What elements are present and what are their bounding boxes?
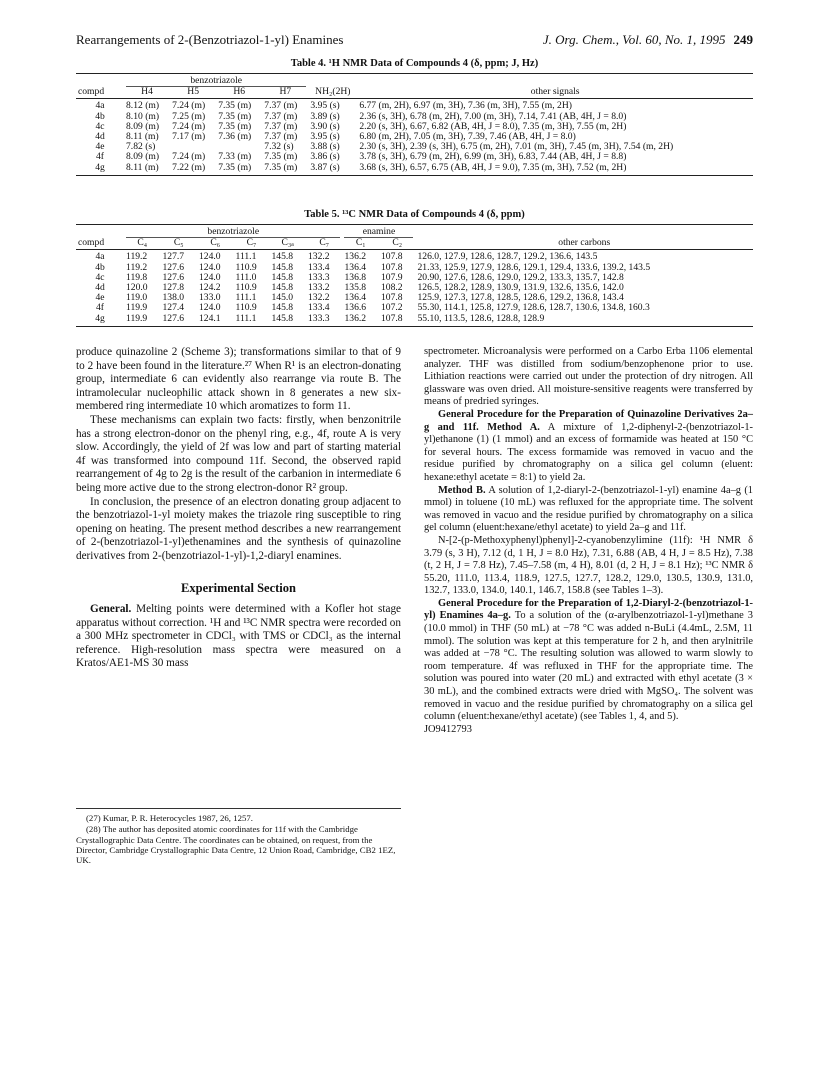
table-cell: 119.9: [124, 314, 161, 327]
table-cell: 124.0: [199, 302, 221, 314]
table-cell: 7.35 (m): [216, 163, 262, 176]
table-cell: 119.0: [126, 292, 148, 304]
compound-id: 4c: [95, 120, 105, 132]
table-cell: 111.1: [235, 292, 257, 304]
compound-id: 4c: [95, 271, 105, 283]
table-cell: 8.11 (m): [126, 131, 159, 143]
table-cell: 8.09 (m): [126, 120, 160, 132]
table-cell: 108.2: [380, 282, 403, 294]
table-cell: 2.20 (s, 3H), 6.67, 6.82 (AB, 4H, J = 8.0), 7.35 (m, 3H), 7.55 (m, 2H): [359, 120, 627, 132]
table-cell: 119.2: [126, 251, 148, 263]
column-header: H5: [170, 87, 216, 99]
table-cell: 138.0: [162, 292, 185, 304]
table-cell: 145.0: [271, 292, 294, 304]
table-cell: 7.82 (s): [126, 141, 156, 153]
table-cell: 20.90, 127.6, 128.6, 129.0, 129.2, 133.3, 135.7, 142.8: [417, 271, 624, 283]
table-cell: 107.2: [380, 302, 403, 314]
table-cell: 145.8: [271, 261, 294, 273]
table4-caption: Table 4. ¹H NMR Data of Compounds 4 (δ, ppm; J, Hz): [290, 58, 539, 69]
table-cell: 7.37 (m): [264, 131, 298, 143]
table-cell: 133.3: [307, 271, 330, 283]
compound-id: 4g: [76, 314, 124, 327]
table-cell: 6.80 (m, 2H), 7.05 (m, 3H), 7.39, 7.46 (AB, 4H, J = 8.0): [359, 131, 576, 143]
table-cell: 3.90 (s): [310, 120, 340, 132]
column-header: C₄: [124, 238, 161, 250]
footnote-27: (27) Kumar, P. R. Heterocycles 1987, 26, 1257.: [86, 813, 254, 823]
table-cell: 7.17 (m): [172, 131, 206, 143]
table-cell: 107.8: [380, 261, 403, 273]
running-title: Rearrangements of 2-(Benzotriazol-1-yl) Enamines: [76, 32, 344, 47]
footnote-28: (28) The author has deposited atomic coordinates for 11f with the Cambridge Crystallographic Data Centre. The coordinates can be obtained, on request, from the Director, Cambridge Crystallographic Data Centre, 12 Union Road, Cambridge, CB2 1EZ, UK.: [76, 824, 396, 866]
column-header: C₁: [342, 238, 379, 250]
table-cell: 145.8: [271, 282, 294, 294]
column-header: compd: [76, 87, 124, 99]
column-header: C₇: [234, 238, 270, 250]
table-cell: 136.8: [344, 271, 367, 283]
table-cell: 111.1: [234, 314, 270, 327]
column-header: H6: [216, 87, 262, 99]
table-cell: 132.2: [307, 292, 330, 304]
compound-id: 4a: [95, 100, 105, 112]
table-cell: 7.35 (m): [218, 120, 252, 132]
table-cell: 7.22 (m): [170, 163, 216, 176]
table5-group-benzotriazole: benzotriazole: [126, 227, 340, 238]
table-cell: 133.4: [307, 302, 330, 314]
table-cell: 8.10 (m): [126, 110, 160, 122]
table-cell: 7.25 (m): [172, 110, 206, 122]
table-cell: 145.8: [271, 271, 294, 283]
table4-group-benzotriazole: benzotriazole: [126, 76, 306, 87]
table-row: [76, 99, 753, 112]
table-cell: 119.9: [126, 302, 148, 314]
table-cell: 110.9: [235, 261, 257, 273]
column-header: C₅: [161, 238, 198, 250]
paragraph: These mechanisms can explain two facts: firstly, when benzonitrile has a strong electron-donor on the phenyl ring, e.g., 4f, route A is very slow. Accordingly, the yield of 2f was low and part of starting material 4f was transformed into compound 11f. Second, the observed rapid rearrangement of 4g to 2g is the result of the carbanion in intermediate 6 being more active due to the strong electron-donor R² group.: [76, 413, 401, 494]
column-header: other signals: [357, 87, 753, 99]
table-cell: 127.6: [161, 314, 198, 327]
table-cell: 3.88 (s): [310, 141, 340, 153]
section-title: Experimental Section: [181, 580, 296, 595]
table-cell: 3.68 (s, 3H), 6.57, 6.75 (AB, 4H, J = 9.0), 7.35 (m, 3H), 7.52 (m, 2H): [357, 163, 753, 176]
table-cell: 111.0: [235, 271, 257, 283]
paragraph: General. Melting points were determined with a Kofler hot stage apparatus without correction. ¹H and ¹³C NMR spectra were recorded on a 300 MHz spectrometer in CDCl₃ with TMS or CDCl₃ as the internal reference. High-resolution mass spectra were measured on a Kratos/AE1-MS 30 mass: [76, 603, 401, 670]
table-cell: 7.37 (m): [264, 100, 298, 112]
paragraph: In conclusion, the presence of an electron donating group adjacent to the benzotriazol-1-yl moiety makes the triazole ring susceptible to ring opening on heating. The present method describes a new rearrangement of 2-(benzotriazol-1-yl)ethenamines and the synthesis of quinazoline derivatives from 2-(benzotriazol-1-yl)-1,2-diaryl enamines.: [76, 495, 401, 562]
column-header: C₇: [306, 238, 343, 250]
table-cell: 55.30, 114.1, 125.8, 127.9, 128.6, 128.7, 130.6, 134.8, 160.3: [417, 302, 650, 314]
table-row: [76, 163, 753, 176]
table-cell: 119.2: [126, 261, 148, 273]
column-header: H4: [124, 87, 170, 99]
compound-id: 4f: [96, 302, 104, 314]
manuscript-code: JO9412793: [424, 723, 472, 735]
table-cell: 110.9: [235, 282, 257, 294]
table-cell: 133.2: [307, 282, 330, 294]
table-cell: 124.0: [199, 251, 221, 263]
table-cell: 124.0: [199, 261, 221, 273]
table-cell: 133.3: [306, 314, 343, 327]
table-cell: 3.78 (s, 3H), 6.79 (m, 2H), 6.99 (m, 3H), 6.83, 7.44 (AB, 4H, J = 8.8): [359, 151, 627, 163]
table-cell: 127.7: [162, 251, 185, 263]
table-cell: 21.33, 125.9, 127.9, 128.6, 129.1, 129.4, 133.6, 139.2, 143.5: [417, 261, 651, 273]
table-cell: 7.24 (m): [172, 100, 206, 112]
table-cell: 7.36 (m): [218, 131, 252, 143]
column-header: other carbons: [415, 238, 753, 250]
compound-id: 4f: [96, 151, 104, 163]
table5: [76, 224, 753, 327]
journal-citation: J. Org. Chem., Vol. 60, No. 1, 1995 249: [542, 32, 753, 47]
compound-id: 4b: [95, 110, 105, 122]
table-cell: 3.95 (s): [310, 131, 340, 143]
table-cell: 2.30 (s, 3H), 2.39 (s, 3H), 6.75 (m, 2H), 7.01 (m, 3H), 7.45 (m, 3H), 7.54 (m, 2H): [359, 141, 674, 153]
table-cell: 3.95 (s): [310, 100, 340, 112]
paragraph: N-[2-(p-Methoxyphenyl)phenyl]-2-cyanobenzylimine (11f): ¹H NMR δ 3.79 (s, 3 H), 7.12 (d, 1 H, J = 8.0 Hz), 7.31, 6.88 (AB, 4 H, J = 8.5 Hz), 7.38 (t, 2 H, J = 7.8 Hz), 7.45–7.58 (m, 4 H), 8.01 (d, 2 H, J = 8.1 Hz); ¹³C NMR δ 55.20, 111.0, 113.4, 118.9, 127.5, 127.7, 128.2, 129.0, 130.5, 130.9, 131.0, 132.7, 133.0, 134.0, 140.1, 146.7, 158.8 (see Tables 1–3).: [424, 534, 753, 597]
table-cell: 124.0: [199, 271, 221, 283]
table-cell: 7.33 (m): [218, 151, 252, 163]
table-cell: 127.6: [162, 261, 185, 273]
table-cell: 107.8: [379, 314, 416, 327]
table-row: [76, 314, 753, 327]
table-cell: 136.4: [344, 261, 367, 273]
table-cell: 7.24 (m): [172, 120, 206, 132]
table-cell: 127.8: [162, 282, 185, 294]
column-header: C₆: [197, 238, 234, 250]
table-cell: 136.6: [344, 302, 367, 314]
compound-id: 4a: [95, 251, 105, 263]
table-cell: 145.8: [269, 314, 306, 327]
paragraph: General Procedure for the Preparation of 1,2-Diaryl-2-(benzotriazol-1-yl) Enamines 4a–g. To a solution of the (α-arylbenzotriazol-1-yl)methane 3 (10.0 mmol) in THF (50 mL) at −78 °C was added n-BuLi (4.4mL, 2.5M, 11 mmol). The solution was kept at this temperature for 2 h, and then arylnitrile was added at −78 °C. The resulting solution was allowed to warm slowly to room temperature. 4f was refluxed in THF for the appropriate time. The solution was poured into water (20 mL) and extracted with ethyl acetate (3 × 30 mL), and the combined extracts were dried with MgSO₄. The solvent was removed in vacuo and the residue purified by chromatography on a silica gel column (eluent:hexane/ethyl acetate) (see Tables 1, 4, and 5).: [424, 597, 753, 723]
table5-group-enamine: enamine: [344, 227, 413, 238]
table-cell: 127.6: [162, 271, 185, 283]
left-column: [76, 346, 401, 671]
table-cell: 119.8: [126, 271, 148, 283]
table-cell: 107.8: [380, 251, 403, 263]
table-cell: 132.2: [307, 251, 330, 263]
compound-id: 4e: [95, 141, 105, 153]
table-cell: 55.10, 113.5, 128.6, 128.8, 128.9: [415, 314, 753, 327]
table-cell: 127.4: [162, 302, 185, 314]
table-cell: 3.86 (s): [310, 151, 340, 163]
table-cell: 126.0, 127.9, 128.6, 128.7, 129.2, 136.6, 143.5: [417, 251, 598, 263]
table-cell: 7.24 (m): [172, 151, 206, 163]
table-cell: 125.9, 127.3, 127.8, 128.5, 128.6, 129.2, 136.8, 143.4: [417, 292, 624, 304]
compound-id: 4g: [76, 163, 124, 176]
table-cell: 8.09 (m): [126, 151, 160, 163]
table-row: [76, 250, 753, 263]
table-cell: 7.35 (m): [262, 163, 308, 176]
table-cell: 107.9: [380, 271, 403, 283]
table-cell: 7.35 (m): [218, 110, 252, 122]
table-cell: 145.8: [271, 302, 294, 314]
column-header: compd: [76, 238, 124, 250]
compound-id: 4b: [95, 261, 105, 273]
table-cell: 2.36 (s, 3H), 6.78 (m, 2H), 7.00 (m, 3H), 7.14, 7.41 (AB, 4H, J = 8.0): [359, 110, 627, 122]
table-cell: 8.11 (m): [124, 163, 170, 176]
table-cell: 124.2: [199, 282, 221, 294]
table-cell: 3.89 (s): [310, 110, 340, 122]
table-cell: 124.1: [197, 314, 234, 327]
table-cell: 126.5, 128.2, 128.9, 130.9, 131.9, 132.6, 135.6, 142.0: [417, 282, 624, 294]
table-cell: 133.0: [199, 292, 221, 304]
paragraph: produce quinazoline 2 (Scheme 3); transformations similar to that of 9 to 2 have been found in the literature.²⁷ When R¹ is an electron-donating group, intermediate 6 can evidently also rearrange via route B. The intramolecular nucleophilic attack shown in 8 generates a new six-membered ring intermediate 10 which aromatizes to form 11.: [76, 346, 401, 413]
paragraph: spectrometer. Microanalysis were performed on a Carbo Erba 1106 elemental analyzer. THF was distilled from sodium/benzophenone prior to use. Lithiation reactions were carried out under the protection of dry nitrogen. All glassware was oven dried. All moisture-sensitive reagents were transferred by means of predried syringes.: [424, 346, 753, 408]
table-cell: 135.8: [344, 282, 367, 294]
footnotes: [76, 808, 401, 866]
column-header: C₂: [379, 238, 416, 250]
paragraph: General Procedure for the Preparation of Quinazoline Derivatives 2a–g and 11f. Method A. A mixture of 1,2-diphenyl-2-(benzotriazol-1-yl)ethanone (1) (1 mmol) and an excess of formamide was heated at 150 °C for several hours. The excess formamide was removed in vacuo and the residue purified by chromatography on a silica gel column (eluent: hexane:ethyl acetate = 8:1) to yield 2a.: [424, 408, 754, 483]
compound-id: 4d: [95, 282, 105, 294]
table-cell: 6.77 (m, 2H), 6.97 (m, 3H), 7.36 (m, 3H), 7.55 (m, 2H): [359, 100, 572, 112]
table-cell: 133.4: [307, 261, 330, 273]
column-header: H7: [262, 87, 308, 99]
table-cell: 111.1: [235, 251, 257, 263]
table-cell: 7.37 (m): [264, 120, 298, 132]
table-cell: 7.35 (m): [218, 100, 252, 112]
column-header: NH₂(2H): [308, 87, 357, 99]
right-column: [424, 346, 753, 736]
table-cell: 110.9: [235, 302, 257, 314]
paragraph: Method B. A solution of 1,2-diaryl-2-(benzotriazol-1-yl) enamine 4a–g (1 mmol) in toluene (10 mL) was refluxed for the appropriate time. The solvent was removed in vacuo and the residue purified by chromatography on a silica gel column (eluent:hexane/ethyl acetate) to yield 2a–g and 11f.: [424, 484, 753, 534]
table-cell: 136.4: [344, 292, 367, 304]
column-header: C₃ₐ: [269, 238, 306, 250]
table-cell: 3.87 (s): [308, 163, 357, 176]
compound-id: 4e: [95, 292, 105, 304]
page-number: 249: [733, 32, 753, 47]
table-cell: 136.2: [342, 314, 379, 327]
table-cell: 7.35 (m): [264, 151, 298, 163]
table-cell: 7.32 (s): [264, 141, 294, 153]
table-cell: 8.12 (m): [126, 100, 160, 112]
compound-id: 4d: [95, 131, 105, 143]
table-cell: 120.0: [126, 282, 148, 294]
table-cell: 7.37 (m): [264, 110, 298, 122]
table-cell: 107.8: [380, 292, 403, 304]
table-cell: 145.8: [271, 251, 294, 263]
table5-caption: Table 5. ¹³C NMR Data of Compounds 4 (δ, ppm): [304, 209, 525, 220]
running-head: [76, 32, 753, 48]
table-cell: 136.2: [344, 251, 367, 263]
table4: [76, 73, 753, 176]
